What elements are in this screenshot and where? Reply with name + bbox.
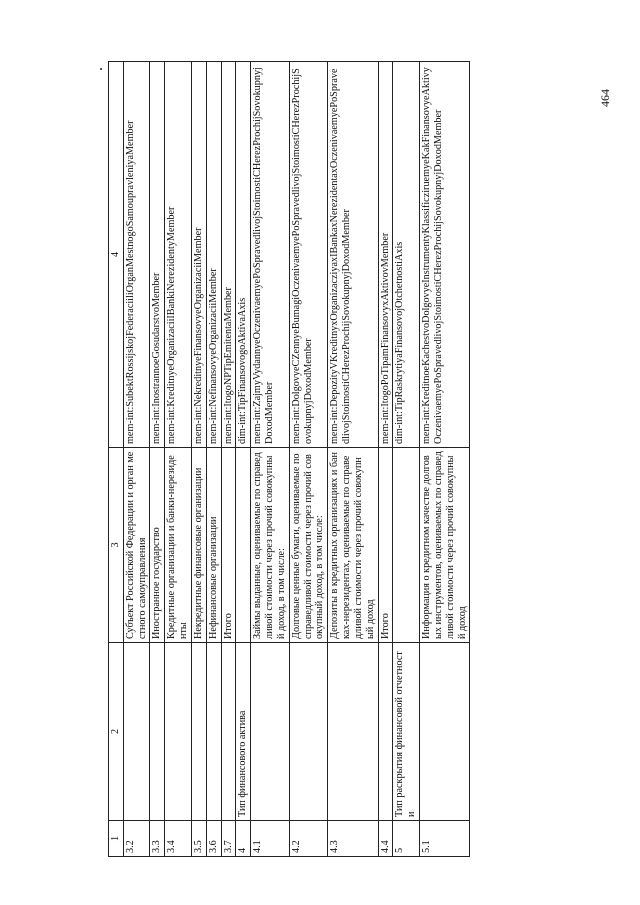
cell-num: 3.7 xyxy=(221,821,236,857)
table-row xyxy=(191,62,206,857)
cell-desc xyxy=(393,448,420,643)
table-row xyxy=(150,62,165,857)
cell-num: 5 xyxy=(393,821,420,857)
cell-num: 5.1 xyxy=(420,821,470,857)
cell-member: mem-int:NefinansovyeOrganizaciiMember xyxy=(206,62,221,448)
rotated-table xyxy=(108,62,570,857)
cell-desc: Займы выданные, оцениваемые по справедливой стоимости через прочий совокупный доход, в том числе: xyxy=(251,448,289,643)
cell-desc: Депозиты в кредитных организациях и банках-нерезидентах, оцениваемые по справедливой стоимости через прочий совокупный доход xyxy=(328,448,378,643)
table-row xyxy=(289,62,327,857)
taxonomy-table xyxy=(108,61,470,857)
cell-desc: Нефинансовые организации xyxy=(206,448,221,643)
header-cell: 3 xyxy=(109,448,124,643)
table-row xyxy=(393,62,420,857)
cell-member: mem-int:InostrannoeGosudarstvoMember xyxy=(150,62,165,448)
cell-member: mem-int:ZajmyVydannyeOczenivaemyePoSpravedlivojStoimostiCHerezProchijSovokupnyjDoxodMember xyxy=(251,62,289,448)
page-number: 464 xyxy=(598,89,612,107)
cell-type xyxy=(165,643,192,821)
cell-num: 3.3 xyxy=(150,821,165,857)
cell-num: 3.5 xyxy=(191,821,206,857)
cell-num: 3.2 xyxy=(123,821,150,857)
cell-type xyxy=(378,643,393,821)
cell-type: Тип финансового актива xyxy=(236,643,251,821)
cell-desc: Информация о кредитном качестве долговых инструментов, оцениваемых по справедливой стоимости через прочий совокупный доход xyxy=(420,448,470,643)
cell-num: 4.4 xyxy=(378,821,393,857)
cell-num: 4.1 xyxy=(251,821,289,857)
table-body xyxy=(123,62,470,857)
cell-member: mem-int:DepozityVKreditnyxOrganizacziyaxIBankaxNerezidentaxOczenivaemyePoSpravedlivojStoimostiCHerezProchijSovokupnyjDoxodMember xyxy=(328,62,378,448)
cell-type xyxy=(289,643,327,821)
table-row xyxy=(221,62,236,857)
cell-desc: Итого xyxy=(378,448,393,643)
cell-member: dim-int:TipFinansovogoAktivaAxis xyxy=(236,62,251,448)
cell-type: Тип раскрытия финансовой отчетности xyxy=(393,643,420,821)
cell-desc: Долговые ценные бумаги, оцениваемые по справедливой стоимости через прочий совокупный доход, в том числе: xyxy=(289,448,327,643)
table-header-row xyxy=(109,62,124,857)
cell-desc: Итого xyxy=(221,448,236,643)
table-row xyxy=(165,62,192,857)
cell-type xyxy=(251,643,289,821)
cell-type xyxy=(221,643,236,821)
cell-desc xyxy=(236,448,251,643)
cell-member: mem-int:KreditnyeOrganizaciiIBankiNerezidentyMember xyxy=(165,62,192,448)
cell-num: 4.3 xyxy=(328,821,378,857)
cell-member: mem-int:DolgovyeCZennyeBumagiOczenivaemyePoSpravedlivojStoimostiCHerezProchijSovokupnyjDoxodMember xyxy=(289,62,327,448)
table-row xyxy=(123,62,150,857)
cell-type xyxy=(206,643,221,821)
cell-type xyxy=(420,643,470,821)
header-cell: 4 xyxy=(109,62,124,448)
table-row xyxy=(206,62,221,857)
cell-type xyxy=(150,643,165,821)
margin-dot xyxy=(100,68,102,70)
table-row xyxy=(236,62,251,857)
cell-num: 3.4 xyxy=(165,821,192,857)
cell-member: mem-int:SubektRossijskojFederaciiliOrganMestnogoSamoupravleniyaMember xyxy=(123,62,150,448)
cell-member: mem-int:ItogoNPTipEmitentaMember xyxy=(221,62,236,448)
cell-num: 3.6 xyxy=(206,821,221,857)
table-row xyxy=(328,62,378,857)
cell-member: dim-int:TipRaskrytiyaFinansovojOtchetnostiAxis xyxy=(393,62,420,448)
cell-type xyxy=(191,643,206,821)
cell-type xyxy=(123,643,150,821)
header-cell: 1 xyxy=(109,821,124,857)
table-row xyxy=(251,62,289,857)
cell-type xyxy=(328,643,378,821)
cell-member: mem-int:ItogoPoTipamFinansovyxAktivovMember xyxy=(378,62,393,448)
cell-member: mem-int:KreditnoeKachestvoDolgovyeInstrumentyKlassificziruemyeKakFinansovyeAktivyOczenivaemyePoSpravedlivojStoimostiCHerezProchijSovokupnyjDoxodMember xyxy=(420,62,470,448)
cell-desc: Кредитные организации и банки-нерезиденты xyxy=(165,448,192,643)
header-cell: 2 xyxy=(109,643,124,821)
cell-desc: Некредитные финансовые организации xyxy=(191,448,206,643)
table-row xyxy=(378,62,393,857)
cell-desc: Иностранное государство xyxy=(150,448,165,643)
rotated-table-frame xyxy=(108,62,570,857)
cell-num: 4 xyxy=(236,821,251,857)
cell-member: mem-int:NekreditnyeFinansovyeOrganizaciiMember xyxy=(191,62,206,448)
cell-num: 4.2 xyxy=(289,821,327,857)
table-row xyxy=(420,62,470,857)
cell-desc: Субъект Российской Федерации и орган местного самоуправления xyxy=(123,448,150,643)
